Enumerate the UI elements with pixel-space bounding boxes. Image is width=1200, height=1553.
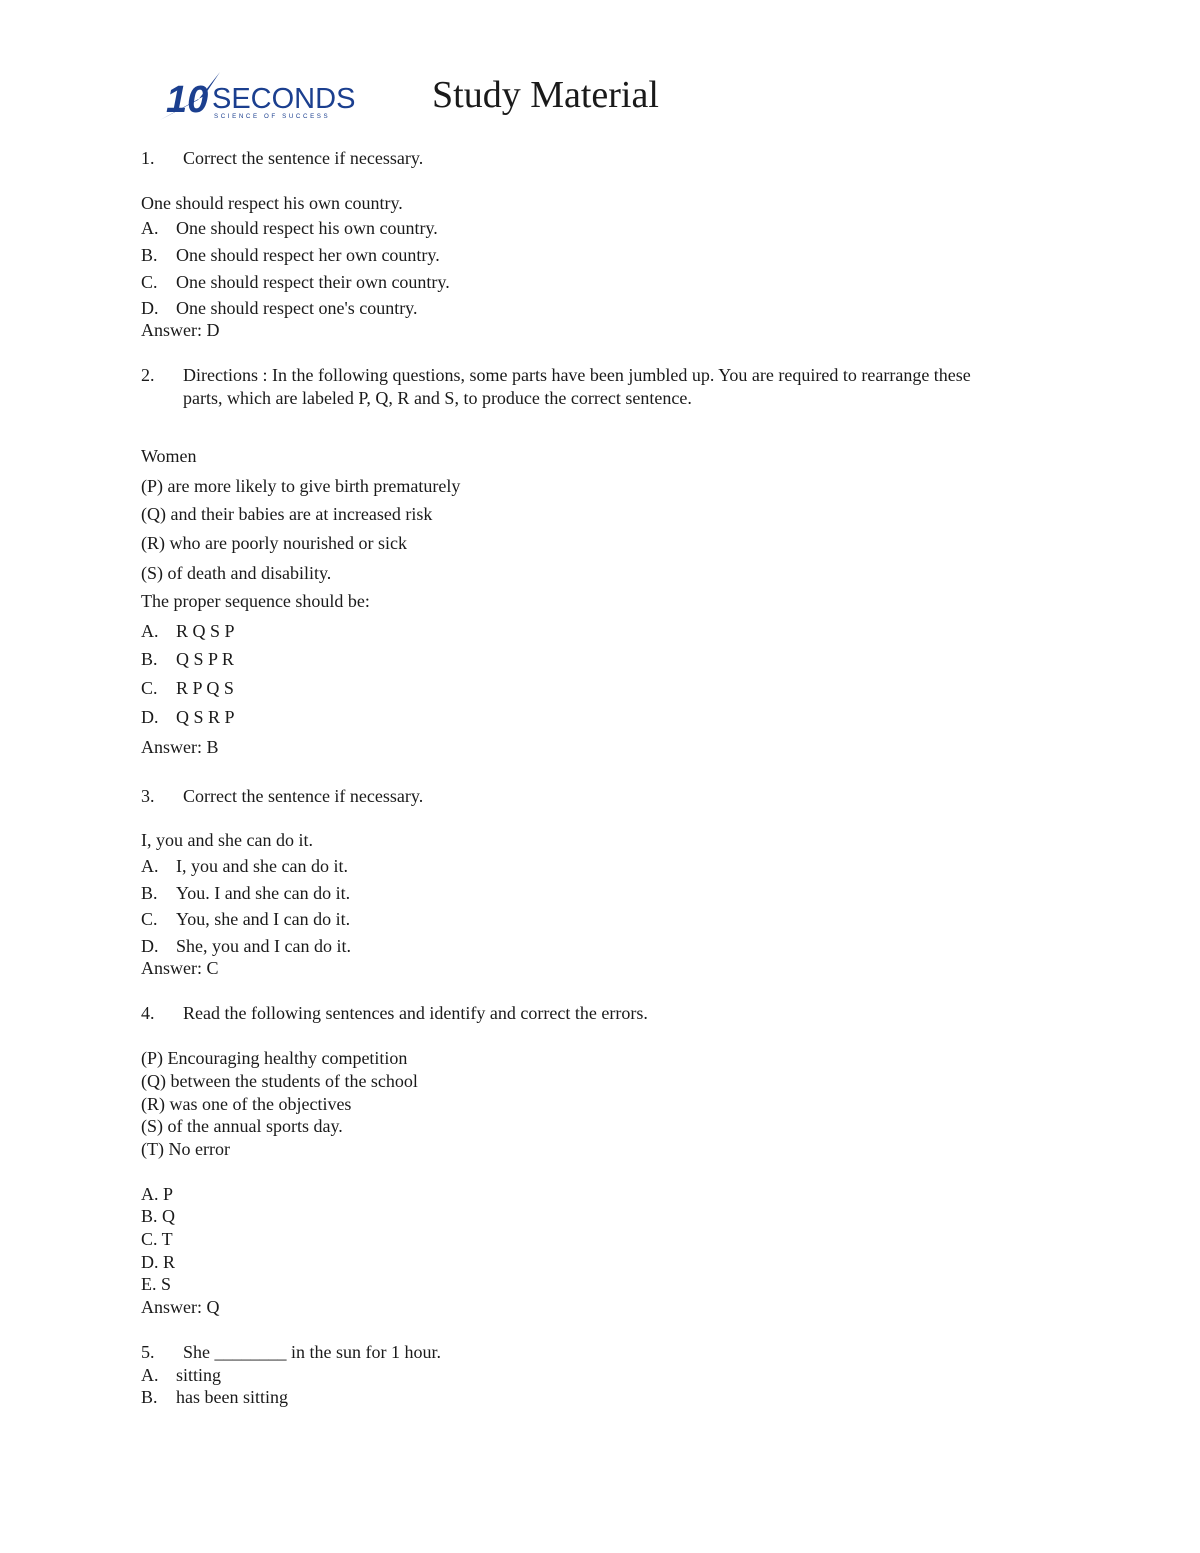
- option-text: Q S R P: [176, 707, 235, 727]
- option-a: [141, 1366, 221, 1384]
- option-label: B.: [141, 883, 158, 903]
- logo-number: 10: [166, 79, 209, 121]
- option-label: D.: [141, 707, 159, 727]
- option-a: [141, 857, 348, 875]
- option-text: R Q S P: [176, 621, 235, 641]
- option-text: One should respect their own country.: [176, 272, 450, 292]
- option-label: B.: [141, 245, 158, 265]
- option-c: C. T: [141, 1229, 173, 1249]
- question-text: Read the following sentences and identify and correct the errors.: [183, 1003, 648, 1023]
- option-text: One should respect his own country.: [176, 218, 438, 238]
- option-text: You, she and I can do it.: [176, 909, 351, 929]
- option-label: C.: [141, 678, 158, 698]
- sentence-part-t: (T) No error: [141, 1139, 230, 1159]
- question-text: Directions : In the following questions, some parts have been jumbled up. You are required to rearrange these: [183, 365, 971, 385]
- option-label: B.: [141, 1387, 158, 1407]
- question-number: 4.: [141, 1003, 155, 1023]
- option-label: D.: [141, 298, 159, 318]
- answer: Answer: D: [141, 320, 220, 340]
- question-text: Correct the sentence if necessary.: [183, 148, 424, 168]
- option-label: D.: [141, 936, 159, 956]
- option-label: A.: [141, 856, 159, 876]
- option-text: sitting: [176, 1365, 222, 1385]
- option-label: A.: [141, 1365, 159, 1385]
- option-b: [141, 650, 234, 668]
- option-d: [141, 299, 418, 317]
- question-number: 5.: [141, 1342, 155, 1362]
- option-d: D. R: [141, 1252, 176, 1272]
- option-a: [141, 219, 438, 237]
- sentence-part-p: (P) Encouraging healthy competition: [141, 1048, 408, 1068]
- option-b: [141, 1388, 288, 1406]
- option-b: [141, 246, 440, 264]
- page-title: Study Material: [432, 74, 659, 116]
- option-a: A. P: [141, 1184, 174, 1204]
- logo-word: SECONDS: [212, 83, 356, 115]
- option-c: [141, 910, 350, 928]
- question-number: 2.: [141, 365, 155, 385]
- question-4-prompt: [141, 1004, 648, 1022]
- jumbled-part-p: (P) are more likely to give birth prematurely: [141, 476, 461, 496]
- question-number: 3.: [141, 786, 155, 806]
- option-text: R P Q S: [176, 678, 234, 698]
- option-e: E. S: [141, 1274, 172, 1294]
- answer: Answer: B: [141, 737, 219, 757]
- sentence-part-r: (R) was one of the objectives: [141, 1094, 352, 1114]
- option-c: [141, 679, 234, 697]
- answer: Answer: C: [141, 958, 219, 978]
- question-number: 1.: [141, 148, 155, 168]
- jumbled-part-s: (S) of death and disability.: [141, 563, 332, 583]
- question-1-sentence: One should respect his own country.: [141, 193, 403, 213]
- option-b: [141, 884, 350, 902]
- sentence-part-s: (S) of the annual sports day.: [141, 1116, 343, 1136]
- option-label: B.: [141, 649, 158, 669]
- option-b: B. Q: [141, 1206, 176, 1226]
- logo-tagline: SCIENCE OF SUCCESS: [214, 113, 331, 120]
- option-c: [141, 273, 450, 291]
- answer: Answer: Q: [141, 1297, 220, 1317]
- jumbled-part-q: (Q) and their babies are at increased risk: [141, 504, 433, 524]
- question-3-prompt: [141, 787, 423, 805]
- question-2-stem: Women: [141, 446, 197, 466]
- question-text: Correct the sentence if necessary.: [183, 786, 424, 806]
- option-label: C.: [141, 272, 158, 292]
- option-text: She, you and I can do it.: [176, 936, 351, 956]
- option-text: I, you and she can do it.: [176, 856, 348, 876]
- option-text: One should respect her own country.: [176, 245, 440, 265]
- jumbled-part-r: (R) who are poorly nourished or sick: [141, 533, 407, 553]
- question-1-prompt: [141, 149, 423, 167]
- logo: [158, 70, 362, 122]
- question-3-sentence: I, you and she can do it.: [141, 830, 313, 850]
- option-text: You. I and she can do it.: [176, 883, 351, 903]
- question-text: She ________ in the sun for 1 hour.: [183, 1342, 441, 1362]
- option-d: [141, 708, 235, 726]
- option-label: A.: [141, 218, 159, 238]
- option-label: C.: [141, 909, 158, 929]
- sentence-part-q: (Q) between the students of the school: [141, 1071, 418, 1091]
- option-text: One should respect one's country.: [176, 298, 418, 318]
- logo-graphic: [158, 70, 362, 122]
- question-2-prompt: [141, 366, 971, 384]
- question-5-prompt: [141, 1343, 441, 1361]
- option-a: [141, 622, 235, 640]
- option-d: [141, 937, 351, 955]
- option-text: has been sitting: [176, 1387, 288, 1407]
- option-text: Q S P R: [176, 649, 234, 669]
- option-label: A.: [141, 621, 159, 641]
- sequence-prompt: The proper sequence should be:: [141, 591, 370, 611]
- question-2-prompt-continued: parts, which are labeled P, Q, R and S, to produce the correct sentence.: [183, 388, 692, 408]
